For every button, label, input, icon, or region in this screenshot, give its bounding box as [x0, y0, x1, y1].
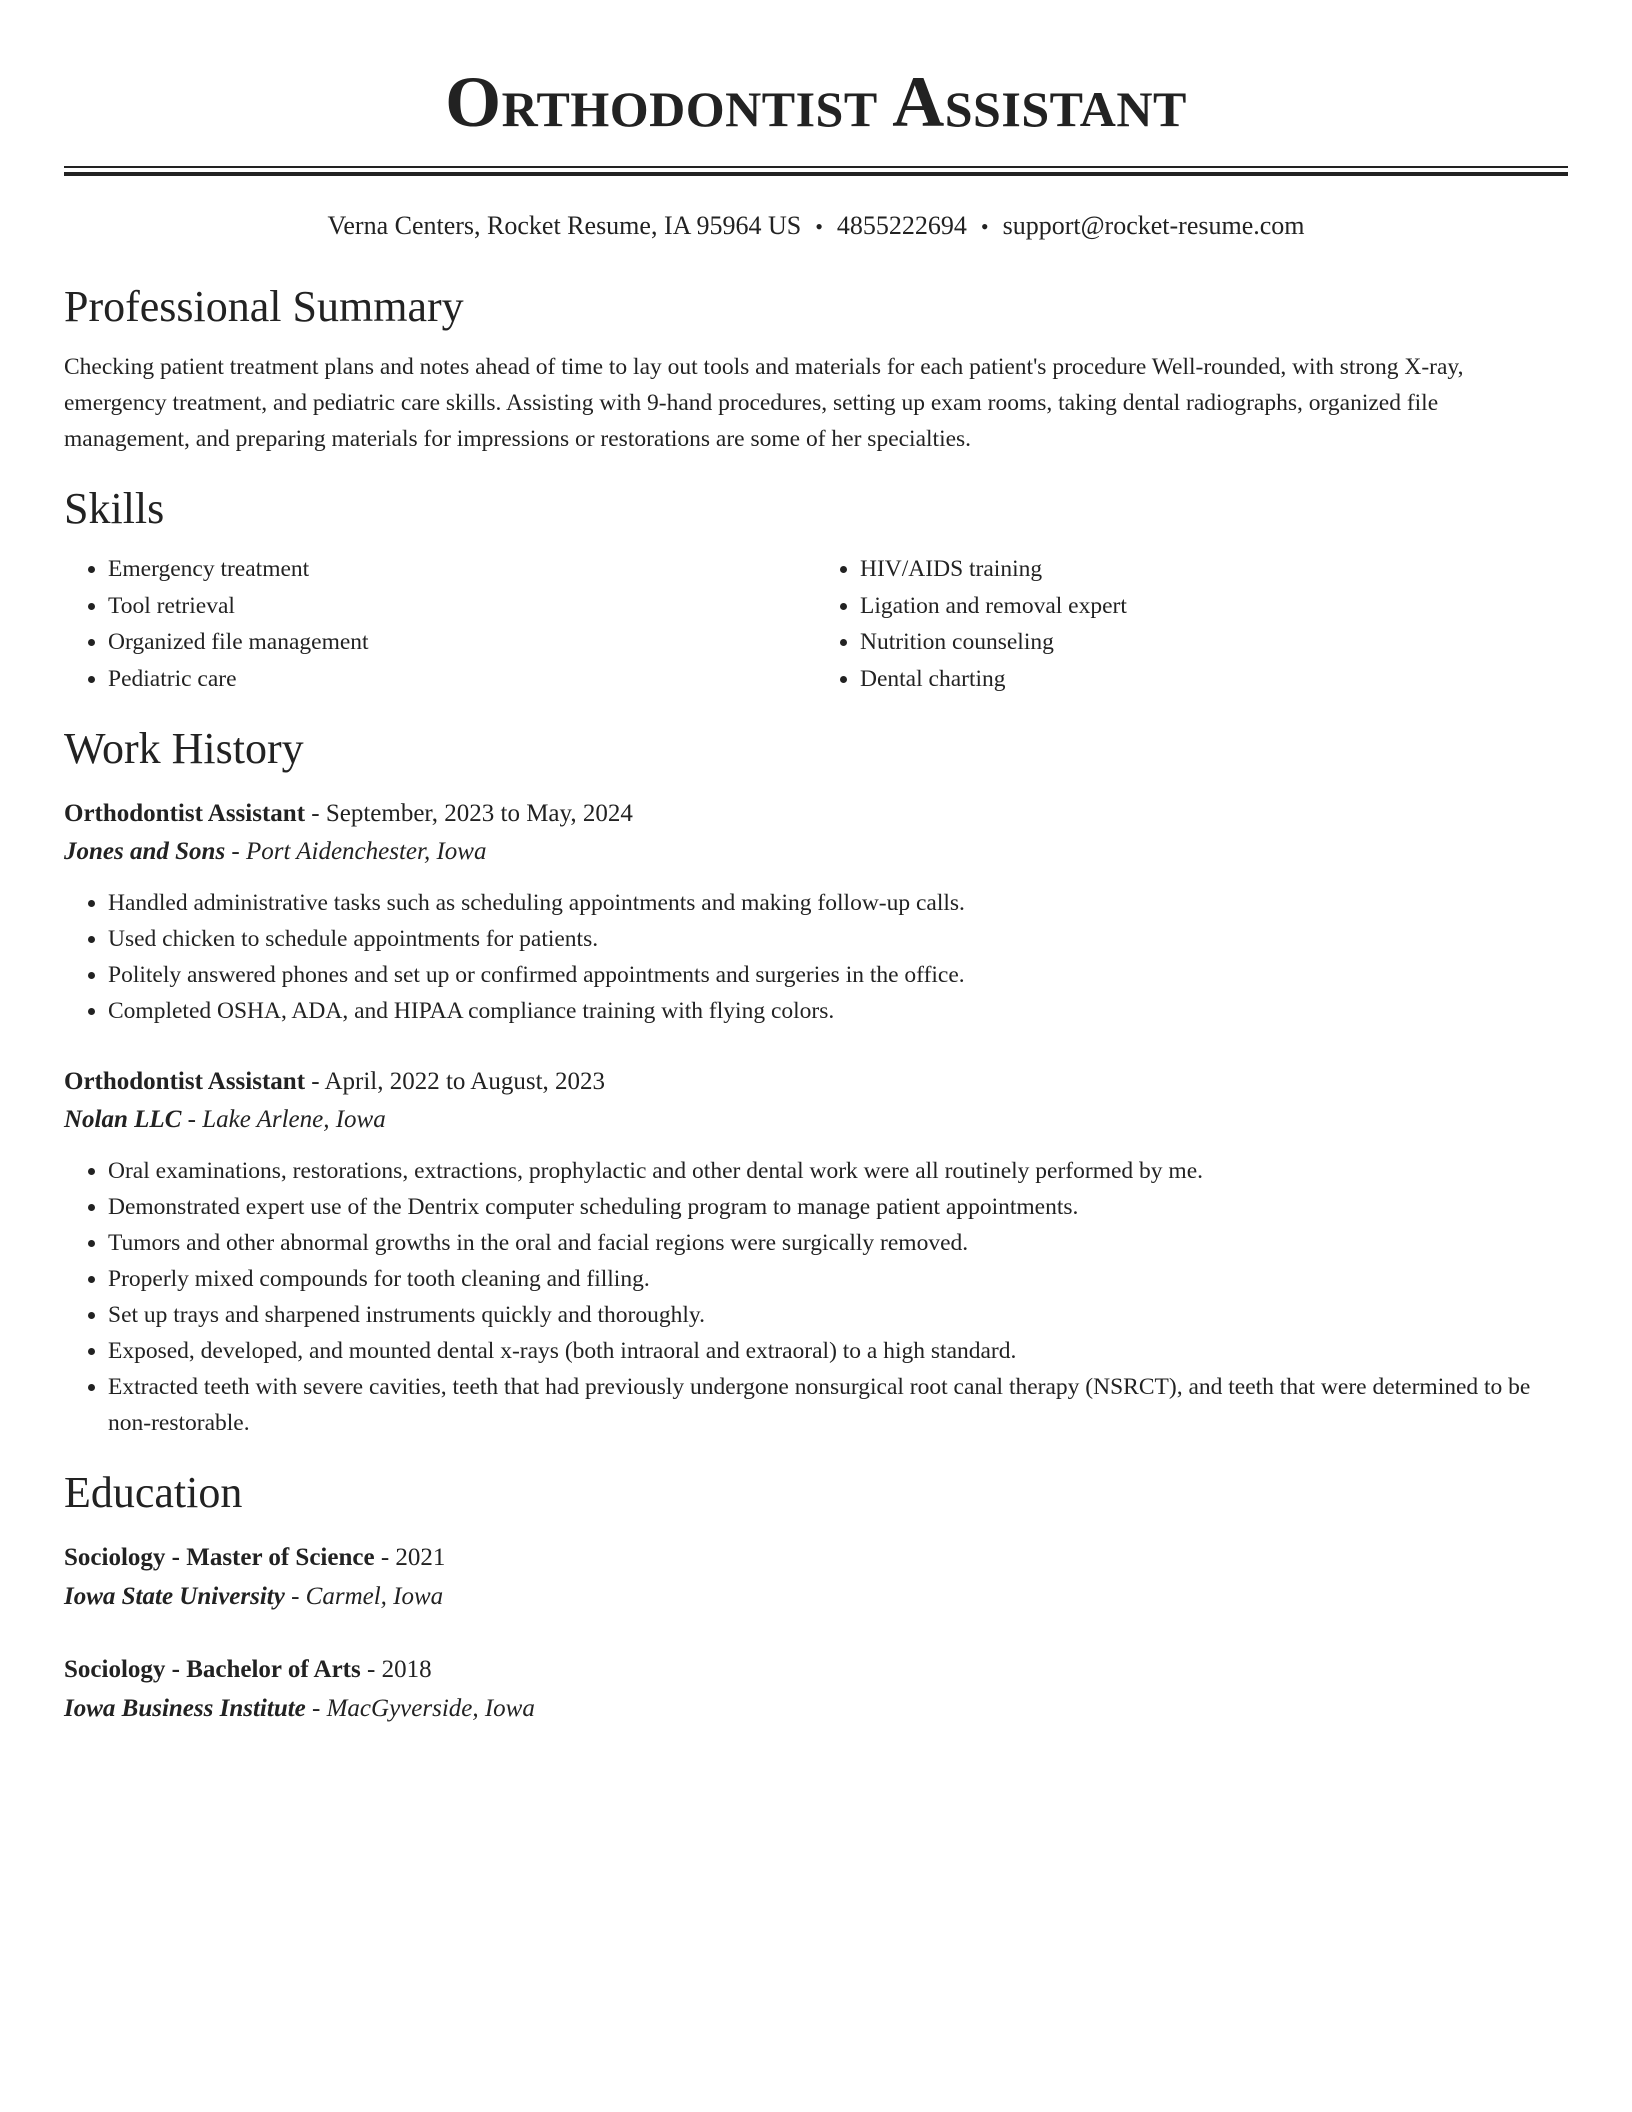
work-history-heading: Work History	[64, 724, 304, 773]
job-title: Orthodontist Assistant	[64, 800, 306, 827]
skill-item: • Organized file management	[108, 624, 816, 661]
school-name: Iowa State University	[64, 1583, 285, 1610]
job-dates: September, 2023 to May, 2024	[325, 800, 633, 827]
skills-column-left	[64, 551, 816, 697]
skill-item: • Emergency treatment	[108, 551, 816, 588]
education-heading: Education	[64, 1468, 243, 1517]
skill-item: • HIV/AIDS training	[860, 551, 1568, 588]
contact-phone: 4855222694	[836, 211, 967, 240]
skill-item: • Dental charting	[860, 661, 1568, 698]
graduation-year: 2018	[381, 1656, 432, 1683]
skill-item: • Pediatric care	[108, 661, 816, 698]
school-name: Iowa Business Institute	[64, 1695, 306, 1722]
resume-page	[64, 0, 1568, 1729]
duty-item: • Set up trays and sharpened instruments quickly and thoroughly.	[108, 1297, 1568, 1333]
school-line: Iowa Business Institute - MacGyverside, Iowa	[64, 1695, 535, 1722]
skills-list	[64, 551, 1568, 697]
job-duties	[64, 885, 1568, 1029]
job-header: Orthodontist Assistant - September, 2023 to May, 2024	[64, 800, 633, 827]
education-entry	[64, 1651, 1568, 1729]
degree-line: Sociology - Master of Science - 2021	[64, 1544, 446, 1571]
job-duties	[64, 1153, 1568, 1441]
job-dates: April, 2022 to August, 2023	[324, 1068, 606, 1095]
duty-item: • Oral examinations, restorations, extractions, prophylactic and other dental work were all routinely performed by me.	[108, 1153, 1568, 1189]
skills-heading: Skills	[64, 484, 165, 533]
duty-item: • Used chicken to schedule appointments for patients.	[108, 921, 1568, 957]
header-divider	[64, 166, 1568, 176]
contact-separator: •	[980, 214, 989, 239]
degree-line: Sociology - Bachelor of Arts - 2018	[64, 1656, 432, 1683]
company-name: Nolan LLC	[64, 1106, 182, 1133]
job-header: Orthodontist Assistant - April, 2022 to August, 2023	[64, 1068, 606, 1095]
school-location: MacGyverside, Iowa	[326, 1695, 535, 1722]
summary-heading: Professional Summary	[64, 282, 464, 331]
job-entry	[64, 1063, 1568, 1441]
skills-column-right	[816, 551, 1568, 697]
school-line: Iowa State University - Carmel, Iowa	[64, 1583, 444, 1610]
degree-name: Sociology - Master of Science	[64, 1544, 375, 1571]
duty-item: • Completed OSHA, ADA, and HIPAA compliance training with flying colors.	[108, 993, 1568, 1029]
duty-item: • Extracted teeth with severe cavities, teeth that had previously undergone nonsurgical root canal therapy (NSRCT), and teeth that were determined to be non-restorable.	[108, 1369, 1568, 1441]
job-entry	[64, 795, 1568, 1029]
job-location: Lake Arlene, Iowa	[202, 1106, 386, 1133]
school-location: Carmel, Iowa	[305, 1583, 444, 1610]
job-location: Port Aidenchester, Iowa	[246, 838, 487, 865]
duty-item: • Tumors and other abnormal growths in the oral and facial regions were surgically removed.	[108, 1225, 1568, 1261]
job-title: Orthodontist Assistant	[64, 1068, 306, 1095]
contact-line	[64, 210, 1568, 243]
skill-item: • Tool retrieval	[108, 588, 816, 625]
graduation-year: 2021	[395, 1544, 446, 1571]
job-employer: Nolan LLC - Lake Arlene, Iowa	[64, 1106, 386, 1133]
skill-item: • Nutrition counseling	[860, 624, 1568, 661]
duty-item: • Handled administrative tasks such as scheduling appointments and making follow-up calls.	[108, 885, 1568, 921]
contact-address: Verna Centers, Rocket Resume, IA 95964 US	[327, 211, 802, 240]
education-entry	[64, 1539, 1568, 1617]
duty-item: • Demonstrated expert use of the Dentrix computer scheduling program to manage patient appointments.	[108, 1189, 1568, 1225]
contact-email: support@rocket-resume.com	[1002, 211, 1305, 240]
duty-item: • Politely answered phones and set up or confirmed appointments and surgeries in the office.	[108, 957, 1568, 993]
job-employer: Jones and Sons - Port Aidenchester, Iowa	[64, 838, 487, 865]
company-name: Jones and Sons	[64, 838, 226, 865]
duty-item: • Exposed, developed, and mounted dental x-rays (both intraoral and extraoral) to a high standard.	[108, 1333, 1568, 1369]
summary-text: Checking patient treatment plans and notes ahead of time to lay out tools and materials for each patient's procedure Well-rounded, with strong X-ray, emergency treatment, and pediatric care skills. Assisting with 9-hand procedures, setting up exam rooms, taking dental radiographs, organized file management, and preparing materials for impressions or restorations are some of her specialties.	[64, 354, 1464, 452]
contact-separator: •	[815, 214, 823, 239]
duty-item: • Properly mixed compounds for tooth cleaning and filling.	[108, 1261, 1568, 1297]
degree-name: Sociology - Bachelor of Arts	[64, 1656, 361, 1683]
skill-item: • Ligation and removal expert	[860, 588, 1568, 625]
resume-name: Orthodontist Assistant	[445, 62, 1187, 142]
